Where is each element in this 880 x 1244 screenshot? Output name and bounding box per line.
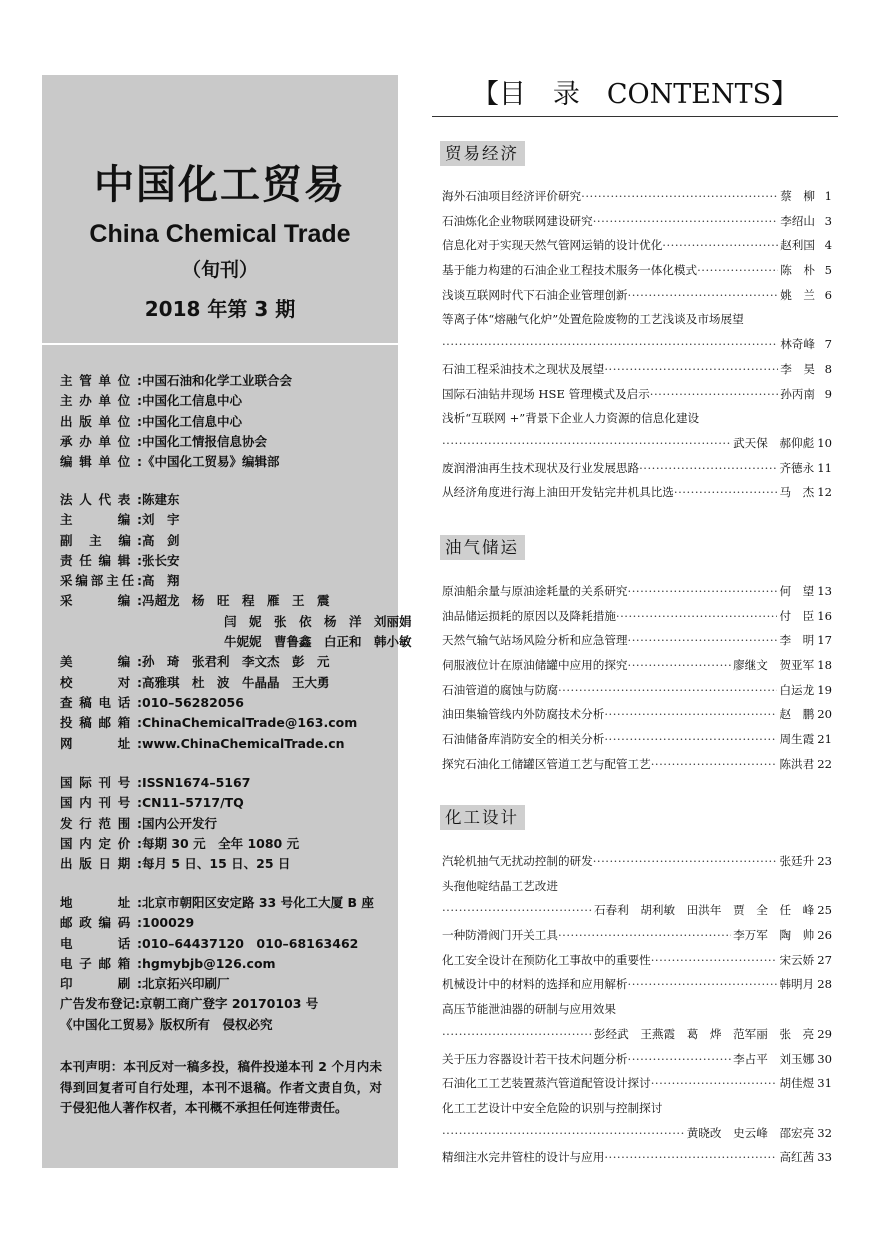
info-row <box>60 490 412 510</box>
toc-entry <box>442 1047 832 1072</box>
section-label: 油气储运 <box>440 535 525 560</box>
leader-dots <box>558 923 731 948</box>
info-value: ISSN1674–5167 <box>142 775 251 790</box>
toc-page: 17 <box>817 633 832 648</box>
info-value: 《中国化工贸易》编辑部 <box>142 454 280 470</box>
leader-dots <box>616 604 778 629</box>
toc-author: 孙丙南 <box>780 386 815 401</box>
toc-entry <box>442 653 832 678</box>
leader-dots <box>628 653 732 678</box>
info-row <box>60 793 299 813</box>
toc-entry <box>442 332 832 357</box>
toc-entry <box>442 678 832 703</box>
info-row <box>60 571 412 591</box>
info-value: 冯超龙 杨 旺 程 雁 王 震 <box>142 593 330 609</box>
toc-title: 浅谈互联网时代下石油企业管理创新 <box>442 287 628 302</box>
toc-title: 石油化工工艺装置蒸汽管道配管设计探讨 <box>442 1076 651 1091</box>
leader-dots <box>593 209 778 234</box>
toc-page: 29 <box>817 1026 832 1041</box>
toc-page: 16 <box>817 608 832 623</box>
toc-title: 天然气输气站场风险分析和应急管理 <box>442 633 628 648</box>
info-value: 010–64437120 010–68163462 <box>142 935 359 951</box>
toc-title: 石油炼化企业物联网建设研究 <box>442 213 593 228</box>
info-row <box>60 452 292 472</box>
info-row <box>60 673 412 693</box>
toc-page: 8 <box>824 361 832 376</box>
info-label: 校 对: <box>60 674 142 690</box>
leader-dots <box>650 382 778 407</box>
toc-title: 汽轮机抽气无扰动控制的研发 <box>442 854 593 868</box>
toc-page: 11 <box>817 460 832 475</box>
info-value: www.ChinaChemicalTrade.cn <box>142 735 345 751</box>
magazine-title-en: China Chemical Trade <box>89 220 351 248</box>
toc-title: 机械设计中的材料的选择和应用解析 <box>442 977 628 992</box>
section-entries-design <box>442 849 832 1170</box>
toc-title: 原油船余量与原油途耗量的关系研究 <box>442 584 628 598</box>
info-row <box>60 1015 374 1035</box>
info-label: 采编部主任: <box>60 573 142 589</box>
toc-title: 高压节能泄油器的研制与应用效果 <box>442 1002 616 1017</box>
toc-author: 李 昊 <box>780 361 815 376</box>
info-label: 美 编: <box>60 654 142 670</box>
toc-entry <box>442 1096 832 1121</box>
toc-title: 精细注水完井管柱的设计与应用 <box>442 1150 605 1165</box>
toc-title: 废润滑油再生技术现状及行业发展思路 <box>442 460 640 475</box>
info-row <box>60 693 412 713</box>
toc-page: 7 <box>824 337 832 352</box>
toc-page: 32 <box>817 1125 832 1140</box>
info-label: 副 主 编: <box>60 532 142 548</box>
toc-entry <box>442 1145 832 1170</box>
info-value: 《中国化工贸易》版权所有 侵权必究 <box>60 1016 273 1032</box>
toc-author: 李绍山 <box>780 213 815 228</box>
toc-page: 18 <box>817 658 832 673</box>
section-entries-storage <box>442 579 832 777</box>
toc-author: 李 明 <box>779 633 815 648</box>
toc-title: 头孢他啶结晶工艺改进 <box>442 878 558 893</box>
toc-title: 油田集输管线内外防腐技术分析 <box>442 707 605 722</box>
info-row <box>60 371 292 391</box>
info-value: 100029 <box>142 915 195 931</box>
info-row <box>60 734 412 754</box>
leader-dots <box>651 752 778 777</box>
info-label: 邮政编码: <box>60 915 142 931</box>
info-label: 出版日期: <box>60 856 142 872</box>
toc-page: 22 <box>817 756 832 771</box>
toc-page: 12 <box>817 485 832 500</box>
info-value: 北京拓兴印刷厂 <box>142 976 230 992</box>
toc-title: 石油储备库消防安全的相关分析 <box>442 732 605 747</box>
leader-dots <box>442 1121 685 1146</box>
toc-author: 高红茜 <box>779 1150 815 1165</box>
info-label: 责任编辑: <box>60 552 142 568</box>
info-row <box>60 954 374 974</box>
info-label: 发行范围: <box>60 815 142 831</box>
info-value: 每期 30 元 全年 1080 元 <box>142 835 300 851</box>
toc-author: 武天保 郝仰彪 <box>733 435 815 450</box>
toc-entry <box>442 628 832 653</box>
toc-page: 6 <box>824 287 832 302</box>
leader-dots <box>639 456 777 481</box>
toc-entry <box>442 997 832 1022</box>
magazine-frequency: （旬刊） <box>181 259 258 281</box>
info-label: 广告发布登记: <box>60 996 140 1012</box>
info-row <box>60 612 412 632</box>
info-label: 采 编: <box>60 593 142 609</box>
toc-author: 李占平 刘玉娜 <box>733 1051 815 1066</box>
toc-entry <box>442 431 832 456</box>
info-label: 国际刊号: <box>60 775 142 790</box>
info-value: 张长安 <box>142 552 180 568</box>
info-row <box>60 412 292 432</box>
info-row <box>60 432 292 452</box>
info-label: 电 话: <box>60 935 142 951</box>
info-value: 京朝工商广登字 20170103 号 <box>140 996 319 1012</box>
toc-title: 伺服液位计在原油储罐中应用的探究 <box>442 658 628 673</box>
toc-author: 陈洪君 <box>779 756 815 771</box>
info-value: 每月 5 日、15 日、25 日 <box>142 856 291 872</box>
info-row <box>60 814 299 834</box>
toc-title: 探究石油化工储罐区管道工艺与配管工艺 <box>442 756 651 771</box>
leader-dots <box>558 678 777 703</box>
toc-author: 姚 兰 <box>780 287 815 302</box>
toc-page: 25 <box>817 903 832 918</box>
magazine-title-cn: 中国化工贸易 <box>94 162 346 208</box>
header-rule <box>432 116 838 117</box>
toc-entry <box>442 480 832 505</box>
leader-dots <box>697 258 778 283</box>
toc-title: 一种防滑阀门开关工具 <box>442 928 558 943</box>
info-label: 出版单位: <box>60 413 142 429</box>
toc-title: 国际石油钻井现场 HSE 管理模式及启示 <box>442 386 650 401</box>
toc-entry <box>442 849 832 874</box>
toc-title: 化工安全设计在预防化工事故中的重要性 <box>442 952 651 967</box>
toc-entry <box>442 752 832 777</box>
toc-author: 李万军 陶 帅 <box>733 928 815 943</box>
info-label: 承办单位: <box>60 433 142 449</box>
info-label: 编辑单位: <box>60 454 142 470</box>
section-label: 化工设计 <box>440 805 525 830</box>
toc-author: 陈 朴 <box>780 263 815 278</box>
info-row <box>60 531 412 551</box>
info-row <box>60 913 374 933</box>
toc-author: 胡佳煜 <box>779 1076 815 1091</box>
leader-dots <box>628 579 778 604</box>
toc-author: 廖继文 贺亚军 <box>733 658 815 673</box>
toc-title: 信息化对于实现天然气管网运销的设计优化 <box>442 238 663 253</box>
info-label: 国内刊号: <box>60 795 142 811</box>
info-row <box>60 652 412 672</box>
info-row <box>60 773 299 793</box>
toc-page: 26 <box>817 928 832 943</box>
info-label <box>60 632 142 652</box>
toc-author: 齐德永 <box>779 460 815 475</box>
toc-author: 彭经武 王燕霞 葛 烨 范军丽 张 亮 <box>593 1026 815 1041</box>
toc-entry <box>442 972 832 997</box>
toc-entry <box>442 357 832 382</box>
info-row <box>60 632 412 652</box>
info-row <box>60 994 374 1014</box>
info-row <box>60 974 374 994</box>
toc-entry <box>442 948 832 973</box>
issue-number: 2018 年第 3 期 <box>144 297 296 321</box>
leader-dots <box>674 480 778 505</box>
staff-info <box>60 490 412 754</box>
masthead-panel <box>42 75 412 1168</box>
leader-dots <box>604 727 777 752</box>
info-label: 法人代表: <box>60 492 142 507</box>
leader-dots <box>604 357 778 382</box>
info-row <box>60 510 412 530</box>
toc-author: 张廷升 <box>779 854 815 868</box>
info-value: 010–56282056 <box>142 694 244 710</box>
toc-author: 黄晓改 史云峰 邵宏亮 <box>686 1125 815 1140</box>
toc-page: 30 <box>817 1051 832 1066</box>
toc-entry <box>442 579 832 604</box>
toc-entry <box>442 456 832 481</box>
leader-dots <box>604 1145 777 1170</box>
toc-author: 周生霞 <box>779 732 815 747</box>
contents-header: 【目 录 CONTENTS】 <box>471 79 799 110</box>
toc-entry <box>442 406 832 431</box>
toc-page: 33 <box>817 1150 832 1165</box>
info-label: 主管单位: <box>60 373 142 388</box>
leader-dots <box>662 233 778 258</box>
section-entries-trade <box>442 184 832 505</box>
leader-dots <box>628 1047 732 1072</box>
info-label: 印 刷: <box>60 976 142 992</box>
info-value: 陈建东 <box>142 492 180 507</box>
info-row <box>60 834 299 854</box>
toc-page: 23 <box>817 854 832 868</box>
info-value: 孙 琦 张君利 李文杰 彭 元 <box>142 654 330 670</box>
toc-author: 何 望 <box>779 584 815 598</box>
info-row <box>60 391 292 411</box>
info-value: 高 翔 <box>142 573 180 589</box>
toc-title: 石油工程采油技术之现状及展望 <box>442 361 605 376</box>
toc-page: 4 <box>824 238 832 253</box>
toc-author: 林奇峰 <box>780 337 815 352</box>
info-value: 高雅琪 杜 波 牛晶晶 王大勇 <box>142 674 330 690</box>
toc-title: 海外石油项目经济评价研究 <box>442 189 582 203</box>
leader-dots <box>442 332 778 357</box>
info-value: 中国石油和化学工业联合会 <box>142 373 293 388</box>
toc-title: 等离子体“熔融气化炉”处置危险废物的工艺浅谈及市场展望 <box>442 312 744 327</box>
info-label: 主办单位: <box>60 393 142 409</box>
leader-dots <box>651 1071 778 1096</box>
toc-entry <box>442 727 832 752</box>
toc-entry <box>442 382 832 407</box>
leader-dots <box>628 972 778 997</box>
info-row <box>60 934 374 954</box>
toc-page: 5 <box>824 263 832 278</box>
toc-page: 1 <box>824 189 832 203</box>
toc-entry <box>442 184 832 209</box>
info-label: 地 址: <box>60 895 142 910</box>
toc-page: 28 <box>817 977 832 992</box>
section-label: 贸易经济 <box>440 141 525 166</box>
info-row <box>60 591 412 611</box>
leader-dots <box>442 431 731 456</box>
info-label <box>60 612 142 632</box>
info-row <box>60 854 299 874</box>
contact-info <box>60 893 374 1035</box>
info-row <box>60 713 412 733</box>
toc-page: 21 <box>817 732 832 747</box>
info-value: hgmybjb@126.com <box>142 955 276 971</box>
info-label: 主 编: <box>60 512 142 528</box>
info-value: CN11–5717/TQ <box>142 795 244 811</box>
divider <box>42 343 398 345</box>
leader-dots <box>651 948 778 973</box>
info-label: 投稿邮箱: <box>60 715 142 731</box>
toc-page: 20 <box>817 707 832 722</box>
toc-title: 化工工艺设计中安全危险的识别与控制探讨 <box>442 1100 663 1115</box>
info-value: 牛妮妮 曹鲁鑫 白正和 韩小敏 <box>224 634 412 650</box>
toc-author: 蔡 柳 <box>780 189 815 203</box>
toc-entry <box>442 258 832 283</box>
info-value: 北京市朝阳区安定路 33 号化工大厦 B 座 <box>142 895 374 910</box>
toc-entry <box>442 1121 832 1146</box>
toc-entry <box>442 604 832 629</box>
toc-title: 从经济角度进行海上油田开发钻完井机具比选 <box>442 485 674 500</box>
toc-author: 石春利 胡利敏 田洪年 贾 全 任 峰 <box>593 903 815 918</box>
toc-entry <box>442 923 832 948</box>
toc-entry <box>442 1071 832 1096</box>
info-value: 中国化工信息中心 <box>142 393 243 409</box>
toc-author: 赵 鹏 <box>779 707 815 722</box>
leader-dots <box>442 1022 592 1047</box>
toc-title: 石油管道的腐蚀与防腐 <box>442 682 558 697</box>
toc-entry <box>442 307 832 332</box>
info-value: 国内公开发行 <box>142 815 218 831</box>
toc-author: 马 杰 <box>779 485 815 500</box>
toc-author: 付 臣 <box>779 608 815 623</box>
toc-entry <box>442 702 832 727</box>
info-value: 刘 宇 <box>142 512 180 528</box>
toc-entry <box>442 1022 832 1047</box>
info-label: 查稿电话: <box>60 694 142 710</box>
info-value: 闫 妮 张 依 杨 洋 刘丽娟 <box>224 613 412 629</box>
toc-page: 13 <box>817 584 832 598</box>
toc-entry <box>442 898 832 923</box>
leader-dots <box>442 898 592 923</box>
toc-author: 韩明月 <box>779 977 815 992</box>
toc-page: 19 <box>817 682 832 697</box>
info-row <box>60 551 412 571</box>
toc-page: 31 <box>817 1076 832 1091</box>
toc-page: 10 <box>817 435 832 450</box>
toc-entry <box>442 874 832 899</box>
toc-title: 基于能力构建的石油企业工程技术服务一体化模式 <box>442 263 698 278</box>
toc-title: 油品储运损耗的原因以及降耗措施 <box>442 608 616 623</box>
toc-entry <box>442 283 832 308</box>
info-value: 中国化工情报信息协会 <box>142 433 268 449</box>
info-label: 网 址: <box>60 735 142 751</box>
organization-info <box>60 371 292 472</box>
toc-page: 9 <box>824 386 832 401</box>
toc-title: 浅析“互联网 +”背景下企业人力资源的信息化建设 <box>442 411 700 426</box>
leader-dots <box>628 628 778 653</box>
toc-author: 白运龙 <box>779 682 815 697</box>
info-label: 国内定价: <box>60 835 142 851</box>
toc-entry <box>442 233 832 258</box>
toc-page: 3 <box>824 213 832 228</box>
copyright-notice: 本刊声明：本刊反对一稿多投，稿件投递本刊 2 个月内未得到回复者可自行处理，本刊不退稿。作者文责自负，对于侵犯他人著作权者，本刊概不承担任何连带责任。 <box>60 1059 382 1115</box>
leader-dots <box>593 849 778 874</box>
leader-dots <box>604 702 777 727</box>
leader-dots <box>628 283 779 308</box>
info-label: 电子邮箱: <box>60 955 142 971</box>
toc-author: 宋云娇 <box>779 952 815 967</box>
leader-dots <box>581 184 778 209</box>
toc-page: 27 <box>817 952 832 967</box>
info-row <box>60 893 374 913</box>
toc-author: 赵利国 <box>780 238 815 253</box>
info-value: 高 剑 <box>142 532 180 548</box>
info-value: ChinaChemicalTrade@163.com <box>142 715 358 731</box>
info-value: 中国化工信息中心 <box>142 413 243 429</box>
publication-info <box>60 773 299 874</box>
toc-title: 关于压力容器设计若干技术问题分析 <box>442 1051 628 1066</box>
toc-entry <box>442 209 832 234</box>
